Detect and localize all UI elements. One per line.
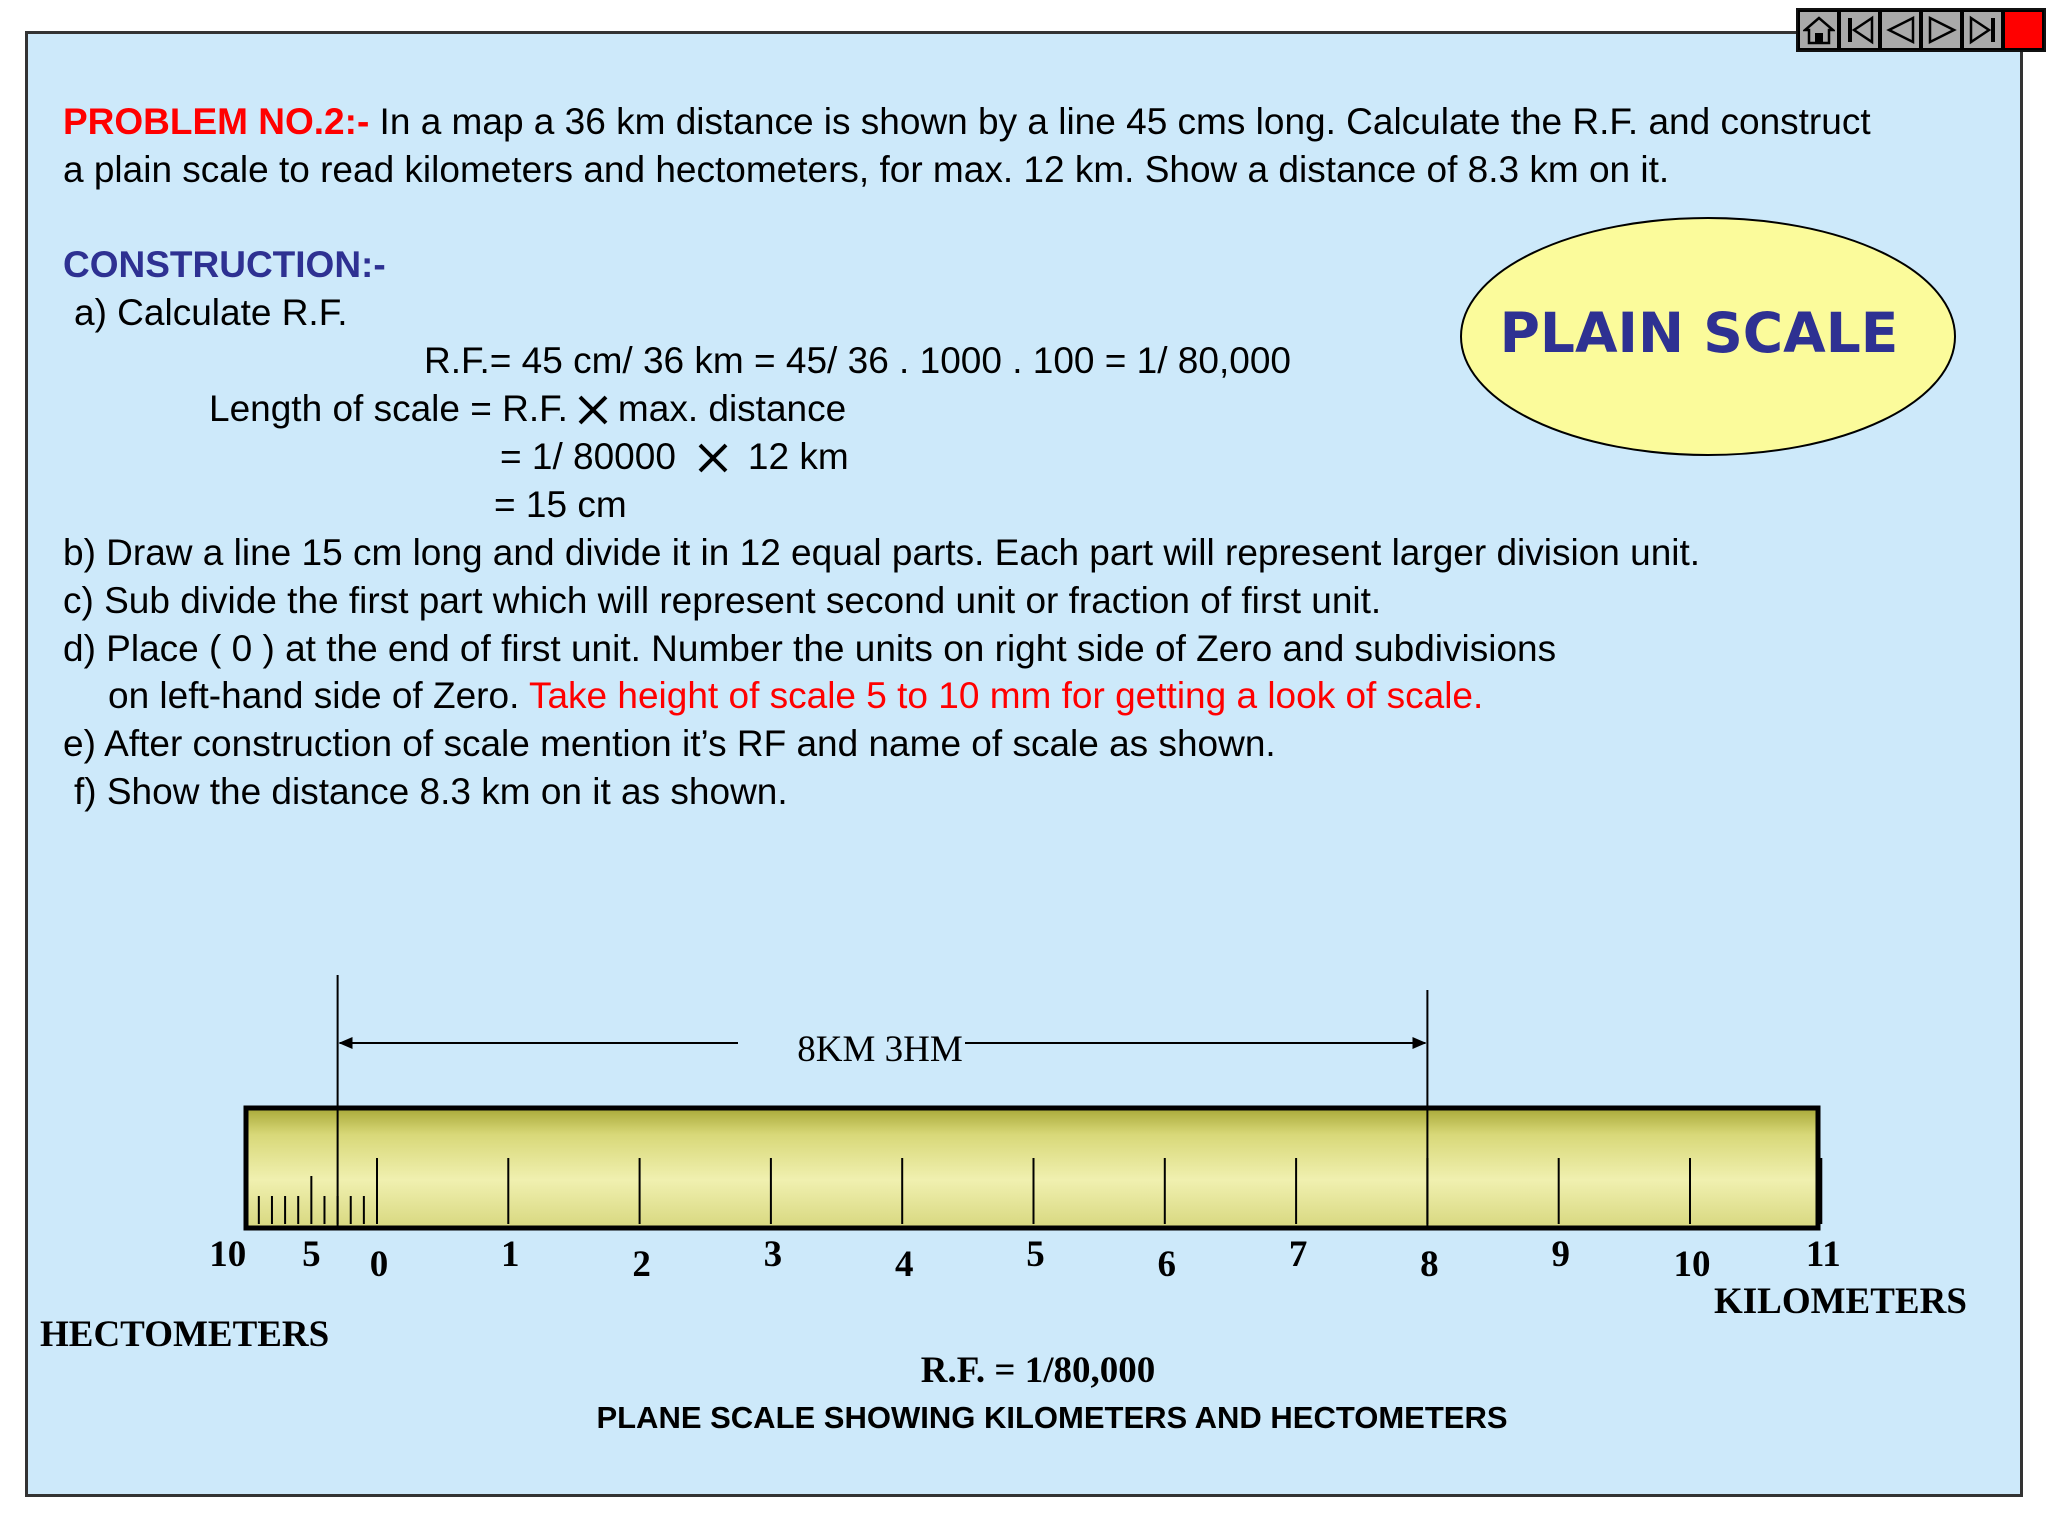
km-tick-label: 2 bbox=[632, 1244, 651, 1285]
km-tick-label: 3 bbox=[763, 1234, 783, 1275]
step-d-text: on left-hand side of Zero. bbox=[108, 675, 520, 716]
km-tick-label: 0 bbox=[369, 1244, 389, 1285]
km-tick-label: 8 bbox=[1420, 1244, 1439, 1285]
problem-text-1: In a map a 36 km distance is shown by a line 45 cms long. Calculate the R.F. and construct bbox=[369, 101, 1871, 142]
step-d-line-1: d) Place ( 0 ) at the end of first unit. Number the units on right side of Zero and subdivisions bbox=[63, 628, 1557, 669]
kilometers-label: KILOMETERS bbox=[1714, 1281, 1967, 1322]
hectometers-label: HECTOMETERS bbox=[40, 1314, 330, 1355]
scale-bar bbox=[246, 1108, 1818, 1228]
km-tick-label: 1 bbox=[501, 1234, 520, 1275]
rf-label: R.F. = 1/80,000 bbox=[920, 1350, 1156, 1391]
step-f: f) Show the distance 8.3 km on it as shown. bbox=[74, 771, 788, 812]
rf-equation: R.F.= 45 cm/ 36 km = 45/ 36 . 1000 . 100 = 1/ 80,000 bbox=[424, 340, 1291, 381]
scale-caption: PLANE SCALE SHOWING KILOMETERS AND HECTOMETERS bbox=[596, 1400, 1508, 1435]
km-tick-label: 6 bbox=[1157, 1244, 1177, 1285]
step-c: c) Sub divide the first part which will represent second unit or fraction of first unit. bbox=[63, 580, 1382, 621]
step-d-highlight: Take height of scale 5 to 10 mm for getting a look of scale. bbox=[519, 675, 1484, 716]
step-e: e) After construction of scale mention it’s RF and name of scale as shown. bbox=[63, 723, 1276, 764]
badge-title: PLAIN SCALE bbox=[1499, 301, 1899, 365]
hm-tick-label: 5 bbox=[302, 1234, 321, 1275]
problem-label: PROBLEM NO.2:- bbox=[63, 101, 370, 142]
length-line-1-left: Length of scale = R.F. bbox=[209, 388, 568, 429]
km-tick-label: 10 bbox=[1673, 1244, 1711, 1285]
length-line-3: = 15 cm bbox=[494, 484, 627, 525]
km-tick-label: 4 bbox=[894, 1244, 914, 1285]
problem-line-2: a plain scale to read kilometers and hectometers, for max. 12 km. Show a distance of 8.3 km on it. bbox=[63, 149, 1670, 190]
dimension-label: 8KM 3HM bbox=[797, 1029, 963, 1070]
length-line-2-left: = 1/ 80000 bbox=[500, 436, 676, 477]
step-b: b) Draw a line 15 cm long and divide it in 12 equal parts. Each part will represent larger division unit. bbox=[63, 532, 1701, 573]
construction-heading: CONSTRUCTION:- bbox=[63, 244, 386, 285]
hm-tick-label: 10 bbox=[209, 1234, 247, 1275]
length-line-1-right: max. distance bbox=[617, 388, 847, 429]
km-tick-label: 7 bbox=[1288, 1234, 1308, 1275]
length-line-2-right: 12 km bbox=[747, 436, 849, 477]
km-tick-label: 11 bbox=[1805, 1234, 1841, 1275]
km-tick-label: 9 bbox=[1551, 1234, 1570, 1275]
km-tick-label: 5 bbox=[1026, 1234, 1045, 1275]
step-a: a) Calculate R.F. bbox=[74, 292, 348, 333]
